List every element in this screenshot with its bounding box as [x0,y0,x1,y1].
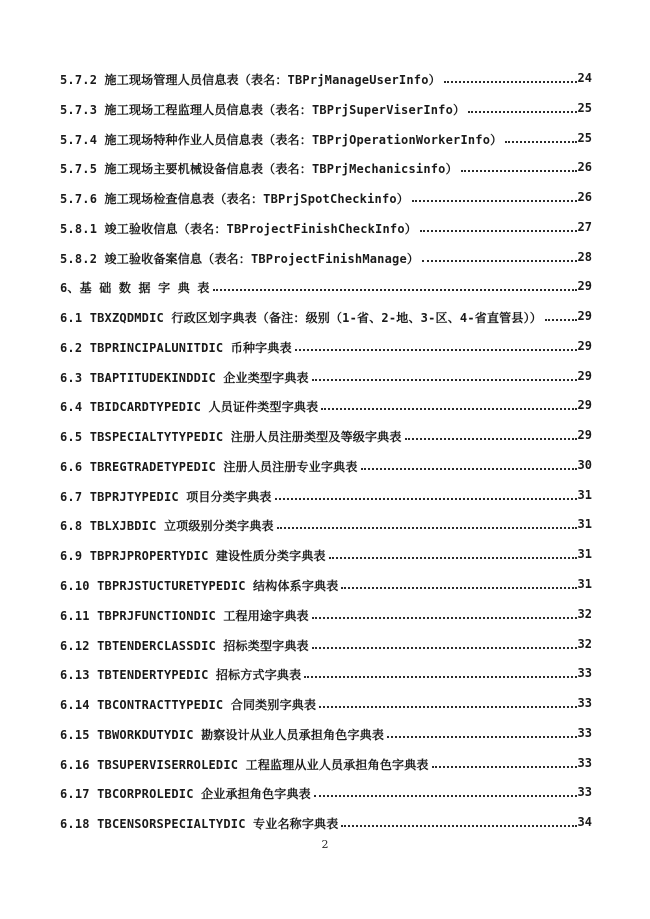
toc-entry-label: 5.7.6 施工现场检查信息表（表名：TBPrjSpotCheckinfo） [60,192,409,207]
toc-entry-page-number: 25 [577,130,592,145]
toc-entry-page-number: 26 [577,160,592,175]
dot-leader [444,71,577,83]
toc-entry [60,71,592,101]
toc-entry-label: 6.16 TBSUPERVISERROLEDIC 工程监理从业人员承担角色字典表 [60,757,429,772]
dot-leader [341,815,576,827]
toc-entry-label: 6.18 TBCENSORSPECIALTYDIC 专业名称字典表 [60,817,339,832]
toc-entry [60,250,592,280]
toc-entry-label: 5.7.5 施工现场主要机械设备信息表（表名：TBPrjMechanicsinfo） [60,162,458,177]
dot-leader [213,279,577,291]
toc-entry [60,428,592,458]
dot-leader [275,488,577,500]
toc-entry-page-number: 29 [577,279,592,294]
toc-entry-label: 6.14 TBCONTRACTTYPEDIC 合同类别字典表 [60,698,317,713]
dot-leader [505,131,576,143]
toc-entry-label: 5.7.3 施工现场工程监理人员信息表（表名：TBPrjSuperViserInfo） [60,102,466,117]
toc-entry-label: 6.4 TBIDCARDTYPEDIC 人员证件类型字典表 [60,400,319,415]
toc-entry-label: 6.3 TBAPTITUDEKINDDIC 企业类型字典表 [60,370,309,385]
toc-entry-page-number: 34 [577,815,592,830]
toc-entry [60,398,592,428]
toc-entry-page-number: 29 [577,398,592,413]
toc-entry-page-number: 33 [577,725,592,740]
toc-entry [60,369,592,399]
toc-entry-label: 5.7.2 施工现场管理人员信息表（表名：TBPrjManageUserInfo） [60,73,441,87]
dot-leader [312,369,577,381]
toc-entry [60,279,592,309]
toc-entry-page-number: 33 [577,696,592,711]
toc-entry-label: 6.5 TBSPECIALTYTYPEDIC 注册人员注册类型及等级字典表 [60,430,402,445]
toc-entry-page-number: 27 [577,219,592,234]
toc-entry-label: 6.2 TBPRINCIPALUNITDIC 币种字典表 [60,340,292,355]
toc-entry-label: 6.15 TBWORKDUTYDIC 勘察设计从业人员承担角色字典表 [60,727,385,742]
dot-leader [545,309,577,321]
toc-entry-page-number: 29 [577,368,592,383]
toc-entry-label: 6.17 TBCORPROLEDIC 企业承担角色字典表 [60,787,311,802]
dot-leader [312,637,577,649]
toc-entry-page-number: 32 [577,606,592,621]
toc-entry-page-number: 33 [577,666,592,681]
toc-entry [60,547,592,577]
toc-entry-page-number: 29 [577,428,592,443]
toc-entry [60,131,592,161]
dot-leader [319,696,576,708]
toc-entry-label: 6、基 础 数 据 字 典 表 [60,281,210,296]
toc-entry [60,607,592,637]
toc-entry-page-number: 30 [577,457,592,472]
toc-entry [60,339,592,369]
toc-entry [60,756,592,786]
toc-entry-label: 6.9 TBPRJPROPERTYDIC 建设性质分类字典表 [60,549,326,564]
toc-entry [60,666,592,696]
toc-entry-label: 5.7.4 施工现场特种作业人员信息表（表名：TBPrjOperationWorkerInfo） [60,132,503,147]
toc-entry-page-number: 29 [577,309,592,324]
toc-entry-page-number: 25 [577,100,592,115]
toc-entry-page-number: 31 [577,517,592,532]
toc-entry-page-number: 24 [577,71,592,85]
footer-page-number: 2 [321,838,329,851]
toc-entry-page-number: 28 [577,249,592,264]
toc-entry-label: 6.1 TBXZQDMDIC 行政区划字典表（备注：级别（1-省、2-地、3-区、4-省直管县）） [60,311,542,326]
toc-entry-label: 6.10 TBPRJSTUCTURETYPEDIC 结构体系字典表 [60,579,339,594]
toc-entry-label: 5.8.1 竣工验收信息（表名：TBProjectFinishCheckInfo） [60,221,417,236]
toc-entry [60,220,592,250]
dot-leader [387,726,576,738]
dot-leader [329,547,577,559]
toc-entry-page-number: 26 [577,190,592,205]
toc-entry [60,160,592,190]
dot-leader [304,666,576,678]
toc-entry-label: 6.8 TBLXJBDIC 立项级别分类字典表 [60,519,274,534]
dot-leader [314,785,577,797]
toc-entry-page-number: 31 [577,577,592,592]
dot-leader [295,339,577,351]
toc-entry-label: 6.13 TBTENDERTYPEDIC 招标方式字典表 [60,668,302,683]
toc-entry-page-number: 31 [577,487,592,502]
toc-entry [60,517,592,547]
toc-entry [60,726,592,756]
toc-entry-page-number: 31 [577,547,592,562]
dot-leader [461,160,577,172]
toc-entry [60,309,592,339]
dot-leader [412,190,577,202]
dot-leader [312,607,577,619]
dot-leader [321,398,576,410]
toc-entry-page-number: 32 [577,636,592,651]
dot-leader [341,577,576,589]
toc-entry-label: 6.11 TBPRJFUNCTIONDIC 工程用途字典表 [60,608,309,623]
toc-entry [60,458,592,488]
toc-entry-label: 5.8.2 竣工验收备案信息（表名：TBProjectFinishManage） [60,251,420,266]
dot-leader [422,250,576,262]
dot-leader [405,428,577,440]
toc-entry [60,190,592,220]
toc-entry [60,637,592,667]
toc-list [60,71,592,845]
toc-entry-label: 6.7 TBPRJTYPEDIC 项目分类字典表 [60,489,272,504]
toc-entry-page-number: 33 [577,785,592,800]
dot-leader [468,101,576,113]
dot-leader [361,458,577,470]
dot-leader [420,220,577,232]
toc-entry [60,101,592,131]
dot-leader [277,517,577,529]
toc-entry [60,488,592,518]
toc-entry [60,785,592,815]
toc-entry-label: 6.6 TBREGTRADETYPEDIC 注册人员注册专业字典表 [60,459,358,474]
toc-entry-page-number: 33 [577,755,592,770]
toc-entry-page-number: 29 [577,338,592,353]
toc-entry [60,577,592,607]
toc-entry [60,696,592,726]
toc-entry-label: 6.12 TBTENDERCLASSDIC 招标类型字典表 [60,638,309,653]
dot-leader [432,756,577,768]
